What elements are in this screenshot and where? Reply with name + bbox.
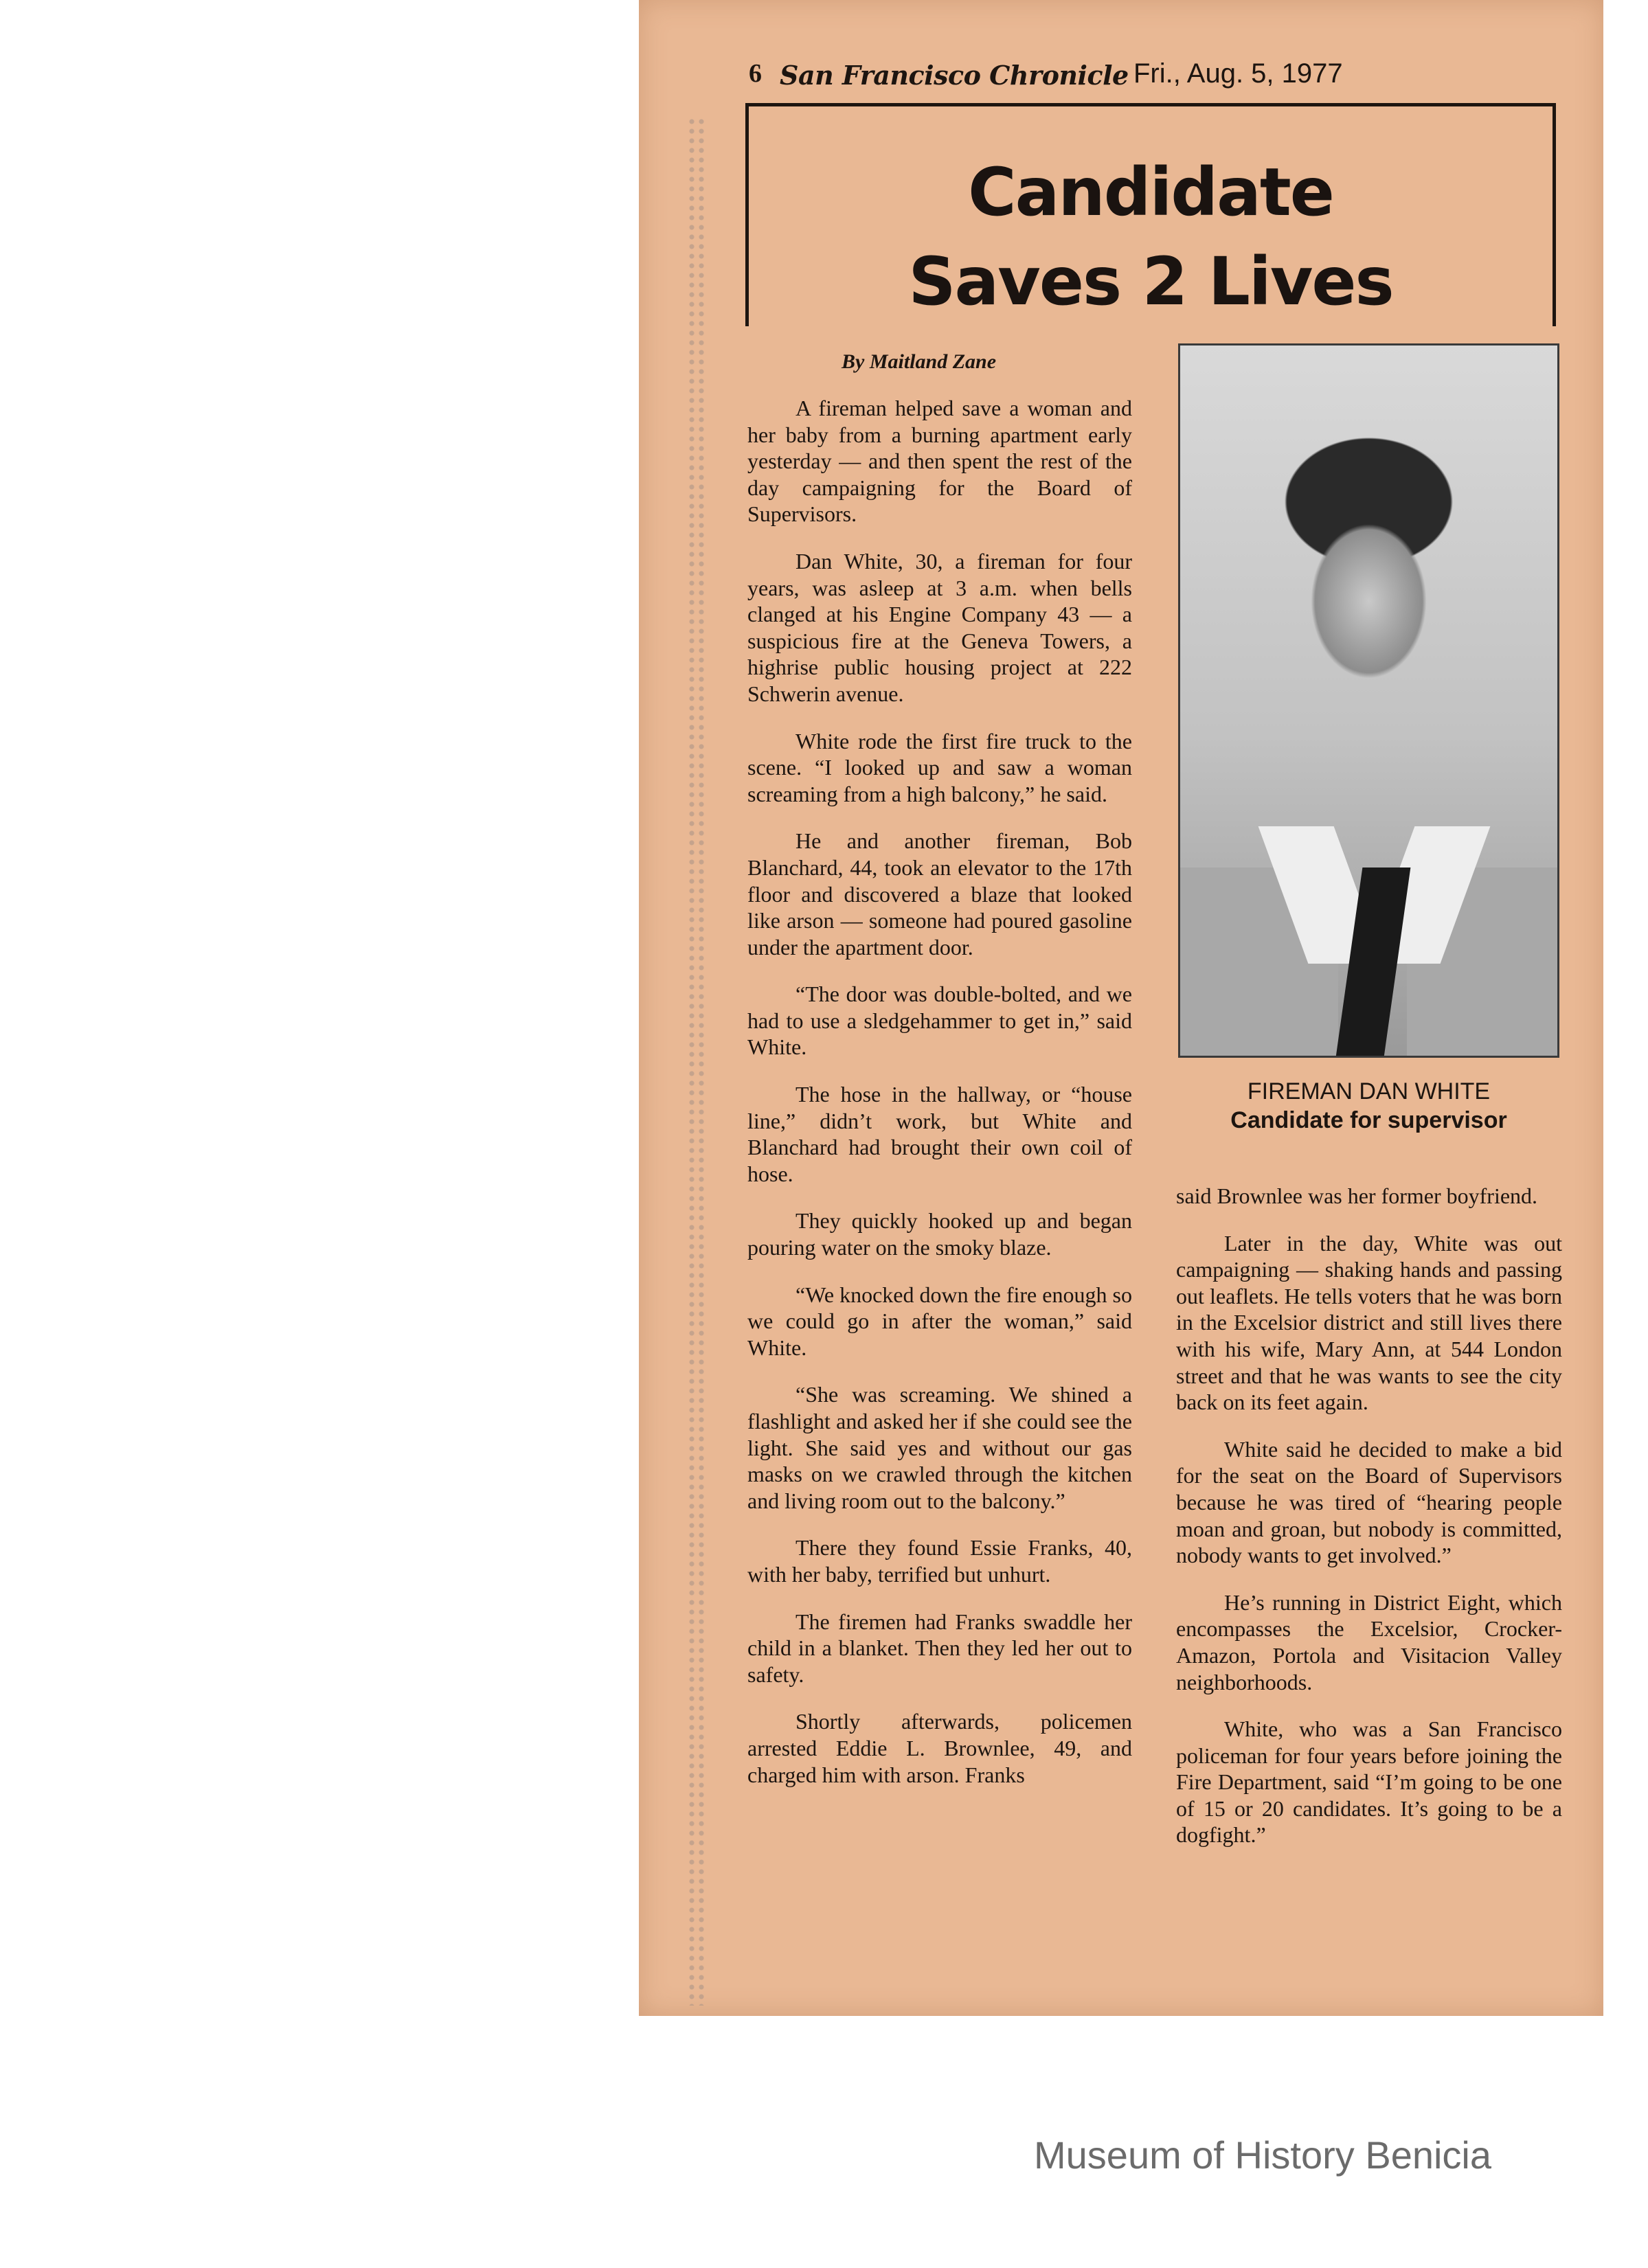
article-paragraph: White rode the first fire truck to the scene. “I looked up and saw a woman screaming from a high balcony,” he said. [747,728,1132,806]
article-paragraph: White said he decided to make a bid for the seat on the Board of Supervisors because he was tired of “hearing people moan and groan, but nobody is committed, nobody wants to get involved.” [1176,1436,1562,1568]
article-paragraph: Later in the day, White was out campaigning — shaking hands and passing out leaflets. He tells voters that he was born in the Excelsior district and still lives there with his wife, Mary Ann, at 544 London street and that he was wants to see the city back on its feet again. [1176,1230,1562,1415]
headline [745,148,1556,326]
article-paragraph: Dan White, 30, a fireman for four years, was asleep at 3 a.m. when bells clanged at his Engine Company 43 — a suspicious fire at the Geneva Towers, a highrise public housing project at 222 Schwerin avenue. [747,548,1132,706]
article-paragraph: White, who was a San Francisco policeman for four years before joining the Fire Department, said “I’m going to be one of 15 or 20 candidates. It’s going to be a dogfight.” [1176,1716,1562,1848]
article-paragraph: The firemen had Franks swaddle her child in a blanket. Then they led her out to safety. [747,1609,1132,1687]
article-paragraph: “She was screaming. We shined a flashlight and asked her if she could see the light. She said yes and without our gas masks on we crawled through the kitchen and living room out to the balcony.” [747,1382,1132,1513]
article-paragraph: They quickly hooked up and began pouring water on the smoky blaze. [747,1208,1132,1260]
publication-date: Fri., Aug. 5, 1977 [1133,58,1343,89]
article-paragraph: said Brownlee was her former boyfriend. [1176,1183,1538,1208]
article-paragraph: He’s running in District Eight, which encompasses the Excelsior, Crocker-Amazon, Portola and Visitacion Valley neighborhoods. [1176,1589,1562,1694]
article-paragraph: There they found Essie Franks, 40, with her baby, terrified but unhurt. [747,1535,1132,1587]
article-paragraph: “The door was double-bolted, and we had to use a sledgehammer to get in,” said White. [747,982,1132,1060]
article-column-2 [1176,1183,1562,1869]
museum-credit: Museum of History Benicia [1034,2133,1492,2177]
torn-edge-texture [687,117,706,2006]
article-paragraph: “We knocked down the fire enough so we could go in after the woman,” said White. [747,1282,1132,1360]
photo-caption-name: FIREMAN DAN WHITE [1247,1078,1491,1104]
newspaper-name: San Francisco Chronicle [780,60,1129,91]
article-column-1 [747,395,1132,1808]
headline-line-2: Saves 2 Lives [908,243,1393,320]
article-paragraph: A fireman helped save a woman and her baby from a burning apartment early yesterday — and then spent the rest of the day campaigning for the Board of Supervisors. [747,396,1132,527]
article-paragraph: Shortly afterwards, policemen arrested Eddie L. Brownlee, 49, and charged him with arson. Franks [747,1709,1132,1787]
headline-line-1: Candidate [968,154,1333,231]
byline: By Maitland Zane [842,350,997,373]
page-number: 6 [749,59,762,88]
article-paragraph: He and another fireman, Bob Blanchard, 44, took an elevator to the 17th floor and discovered a blaze that looked like arson — someone had poured gasoline under the apartment door. [747,828,1132,960]
article-paragraph: The hose in the hallway, or “house line,” didn’t work, but White and Blanchard had brought their own coil of hose. [747,1082,1132,1186]
masthead [749,58,1477,100]
photo-caption-title: Candidate for supervisor [1230,1107,1507,1133]
portrait-photo [1178,343,1559,1058]
